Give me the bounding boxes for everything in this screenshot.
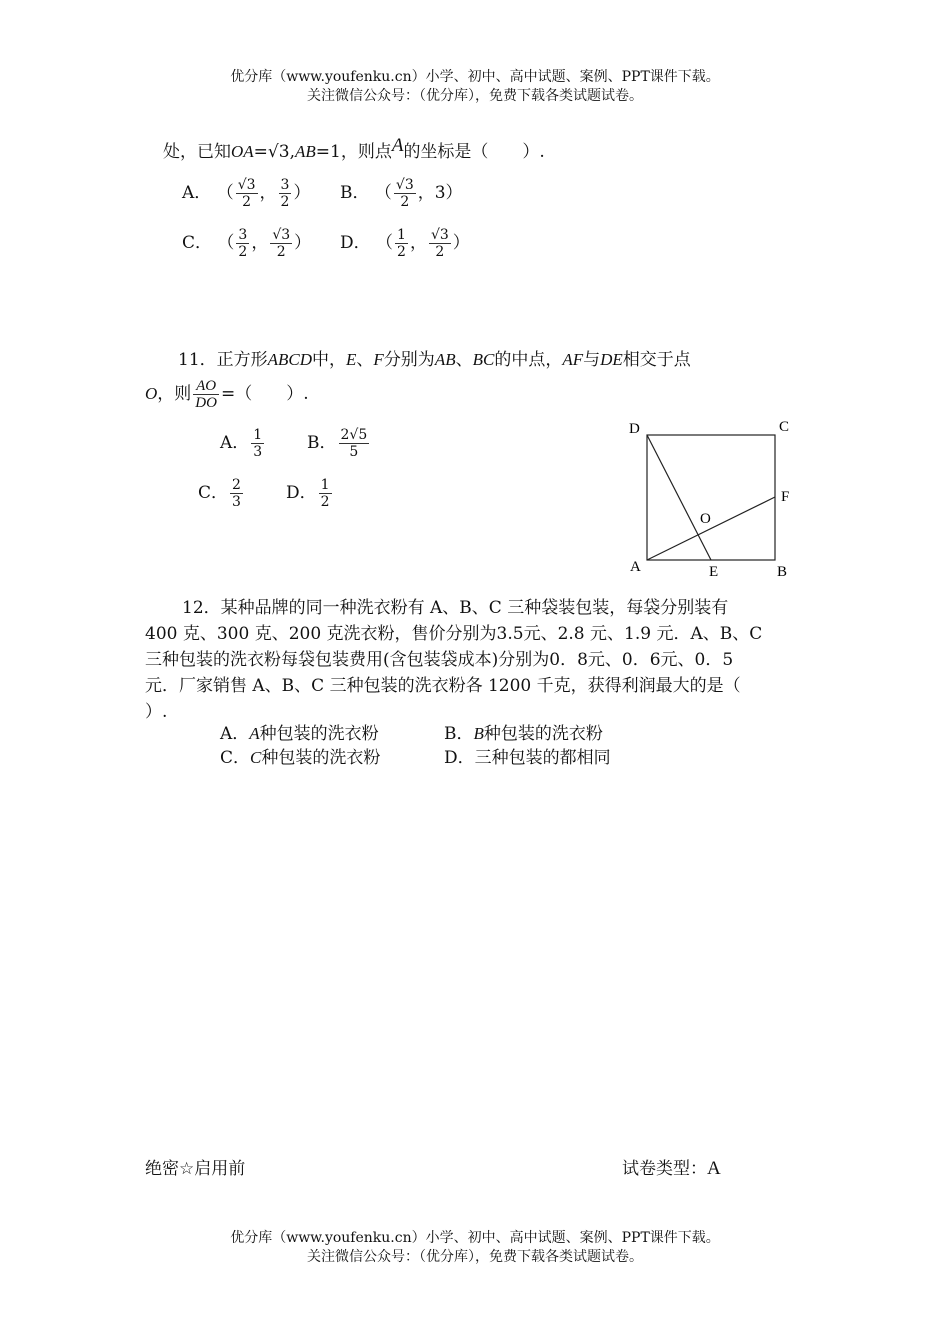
option-text: 种包装的洗衣粉 xyxy=(483,724,603,744)
numerator: 3 xyxy=(280,177,290,193)
option-text: 三种包装的都相同 xyxy=(474,748,611,768)
square-abcd xyxy=(647,435,775,560)
option-label: C． xyxy=(198,483,229,503)
label-a: A xyxy=(630,559,641,575)
paren-open: （ xyxy=(217,233,235,253)
q11-number: 11． xyxy=(178,350,217,370)
option-label: C． xyxy=(182,233,213,253)
q11-text: 分别为 xyxy=(383,350,435,370)
fraction xyxy=(394,177,416,210)
paren-open: （ xyxy=(216,183,234,203)
denominator: 2 xyxy=(238,244,248,260)
separator: ， xyxy=(251,233,269,253)
option-label: B． xyxy=(444,724,474,744)
denominator: 2 xyxy=(280,194,290,210)
q10-option-b xyxy=(340,177,463,210)
exam-type xyxy=(622,1154,721,1180)
fraction xyxy=(279,177,292,210)
q11-text: 正方形 xyxy=(216,350,268,370)
q12-line2: 400 克、300 克、200 克洗衣粉，售价分别为3.5元、2.8 元、1.9 元．A、B、C xyxy=(145,624,763,644)
segment-af xyxy=(647,497,775,560)
q12-line1: 12．某种品牌的同一种洗衣粉有 A、B、C 三种袋装包装，每袋分别装有 xyxy=(182,598,729,618)
fraction xyxy=(319,477,332,510)
q10-eq1: =√3 xyxy=(253,142,290,162)
q10-option-d xyxy=(340,227,470,260)
denominator: 3 xyxy=(253,444,263,460)
q11-stem-line1 xyxy=(178,348,691,372)
q12-option-b xyxy=(444,721,603,747)
numerator: √3 xyxy=(430,227,449,243)
q10-oa: OA xyxy=(231,142,254,161)
denominator: 2 xyxy=(435,244,445,260)
q10-point-a: A xyxy=(391,135,404,156)
denominator: 3 xyxy=(232,494,241,510)
denominator: 2 xyxy=(276,244,286,260)
numerator: 1 xyxy=(253,427,263,443)
numerator: 2 xyxy=(232,477,241,493)
option-label: B． xyxy=(307,433,337,453)
numerator: √3 xyxy=(272,227,291,243)
q11-ab: AB xyxy=(434,350,456,369)
footer-line-2: 关注微信公众号：（优分库），免费下载各类试题试卷。 xyxy=(307,1249,643,1265)
label-b: B xyxy=(777,564,788,580)
header-line-1: 优分库（www.youfenku.cn）小学、初中、高中试题、案例、PPT课件下载。 xyxy=(230,69,720,85)
footer-line-1: 优分库（www.youfenku.cn）小学、初中、高中试题、案例、PPT课件下载。 xyxy=(230,1230,720,1246)
option-label: A． xyxy=(220,724,250,744)
numerator: √3 xyxy=(395,177,414,193)
option-text: 种包装的洗衣粉 xyxy=(259,724,379,744)
q11-e: E xyxy=(346,350,357,369)
paren-close: ） xyxy=(293,183,311,203)
exam-type-value: A xyxy=(707,1158,721,1179)
q10-comma: , xyxy=(289,142,295,162)
q11-text: 中， xyxy=(312,350,347,370)
q10-option-c xyxy=(182,227,311,260)
q10-ab: AB xyxy=(294,142,316,161)
q10-prefix: 处，已知 xyxy=(163,142,231,162)
separator: ， xyxy=(409,233,427,253)
q12-option-d xyxy=(444,745,611,771)
q11-square-figure xyxy=(620,410,800,582)
separator: ， xyxy=(259,183,277,203)
option-label: D． xyxy=(340,233,371,253)
header-line-2: 关注微信公众号：（优分库），免费下载各类试题试卷。 xyxy=(307,88,643,104)
q11-bc: BC xyxy=(472,350,495,369)
denominator: 2 xyxy=(242,194,252,210)
q11-text: 、 xyxy=(455,350,473,370)
option-label: B． xyxy=(340,183,370,203)
option-label: D． xyxy=(444,748,475,768)
paren-open: （ xyxy=(376,233,394,253)
label-c: C xyxy=(779,419,790,435)
numerator: 3 xyxy=(238,227,248,243)
q11-de: DE xyxy=(600,350,623,369)
q11-text: 的中点， xyxy=(494,350,563,370)
option-text: 种包装的洗衣粉 xyxy=(261,748,381,768)
label-e: E xyxy=(709,564,719,580)
paren-close: ） xyxy=(452,233,470,253)
fraction xyxy=(339,427,370,460)
option-var: B xyxy=(473,724,484,743)
q11-text: =（ ）. xyxy=(220,384,309,404)
numerator: 1 xyxy=(320,477,330,493)
paren-close: ） xyxy=(294,233,312,253)
segment-de xyxy=(647,435,711,560)
exam-type-label: 试卷类型： xyxy=(622,1159,707,1179)
fraction xyxy=(251,427,264,460)
label-o: O xyxy=(700,511,711,527)
denominator: 2 xyxy=(320,494,330,510)
q10-option-a xyxy=(182,177,310,210)
q11-ratio-fraction xyxy=(193,378,219,411)
q11-text: 、 xyxy=(356,350,374,370)
paren-open: （ xyxy=(374,183,392,203)
option-label: C． xyxy=(220,748,251,768)
q11-text: ，则 xyxy=(157,384,192,404)
q11-text: 与 xyxy=(583,350,601,370)
numerator: AO xyxy=(193,378,219,395)
q11-o: O xyxy=(145,384,158,403)
q12-option-a xyxy=(220,721,379,747)
label-d: D xyxy=(629,421,640,437)
fraction xyxy=(230,477,243,510)
q12-line5: ）. xyxy=(145,702,168,722)
q11-af: AF xyxy=(562,350,584,369)
q12-line4: 元．厂家销售 A、B、C 三种包装的洗衣粉各 1200 千克，获得利润最大的是（ xyxy=(145,676,741,696)
q10-eq2: =1 xyxy=(315,142,341,162)
q11-f: F xyxy=(373,350,384,369)
q11-option-d xyxy=(286,477,334,510)
denominator: 2 xyxy=(400,194,410,210)
q12-line3: 三种包装的洗衣粉每袋包装费用(含包装袋成本)分别为0．8元、0．6元、0．5 xyxy=(145,650,734,670)
fraction xyxy=(236,177,258,210)
q11-option-b xyxy=(307,427,371,460)
fraction xyxy=(395,227,408,260)
option-var: A xyxy=(249,724,260,743)
denominator: DO xyxy=(195,395,217,411)
option-label: A． xyxy=(182,183,212,203)
option-var: C xyxy=(250,748,262,767)
q11-option-c xyxy=(198,477,245,510)
denominator: 2 xyxy=(397,244,406,260)
q11-abcd: ABCD xyxy=(267,350,313,369)
q11-text: 相交于点 xyxy=(622,350,691,370)
numerator: √3 xyxy=(237,177,256,193)
label-f: F xyxy=(781,489,790,505)
q11-option-a xyxy=(220,427,266,460)
q10-stem xyxy=(163,135,545,164)
separator: ，3） xyxy=(417,183,463,203)
fraction xyxy=(270,227,292,260)
q12-option-c xyxy=(220,745,380,771)
q11-stem-line2 xyxy=(145,378,309,411)
denominator: 5 xyxy=(349,444,359,460)
fraction xyxy=(429,227,451,260)
option-label: A． xyxy=(220,433,250,453)
numerator: 2√5 xyxy=(340,427,368,443)
option-label: D． xyxy=(286,483,317,503)
q10-mid: ，则点 xyxy=(340,142,392,162)
confidential-label: 绝密☆启用前 xyxy=(145,1159,246,1179)
q10-suffix: 的坐标是（ ）. xyxy=(403,142,545,162)
fraction xyxy=(236,227,249,260)
numerator: 1 xyxy=(397,227,406,243)
